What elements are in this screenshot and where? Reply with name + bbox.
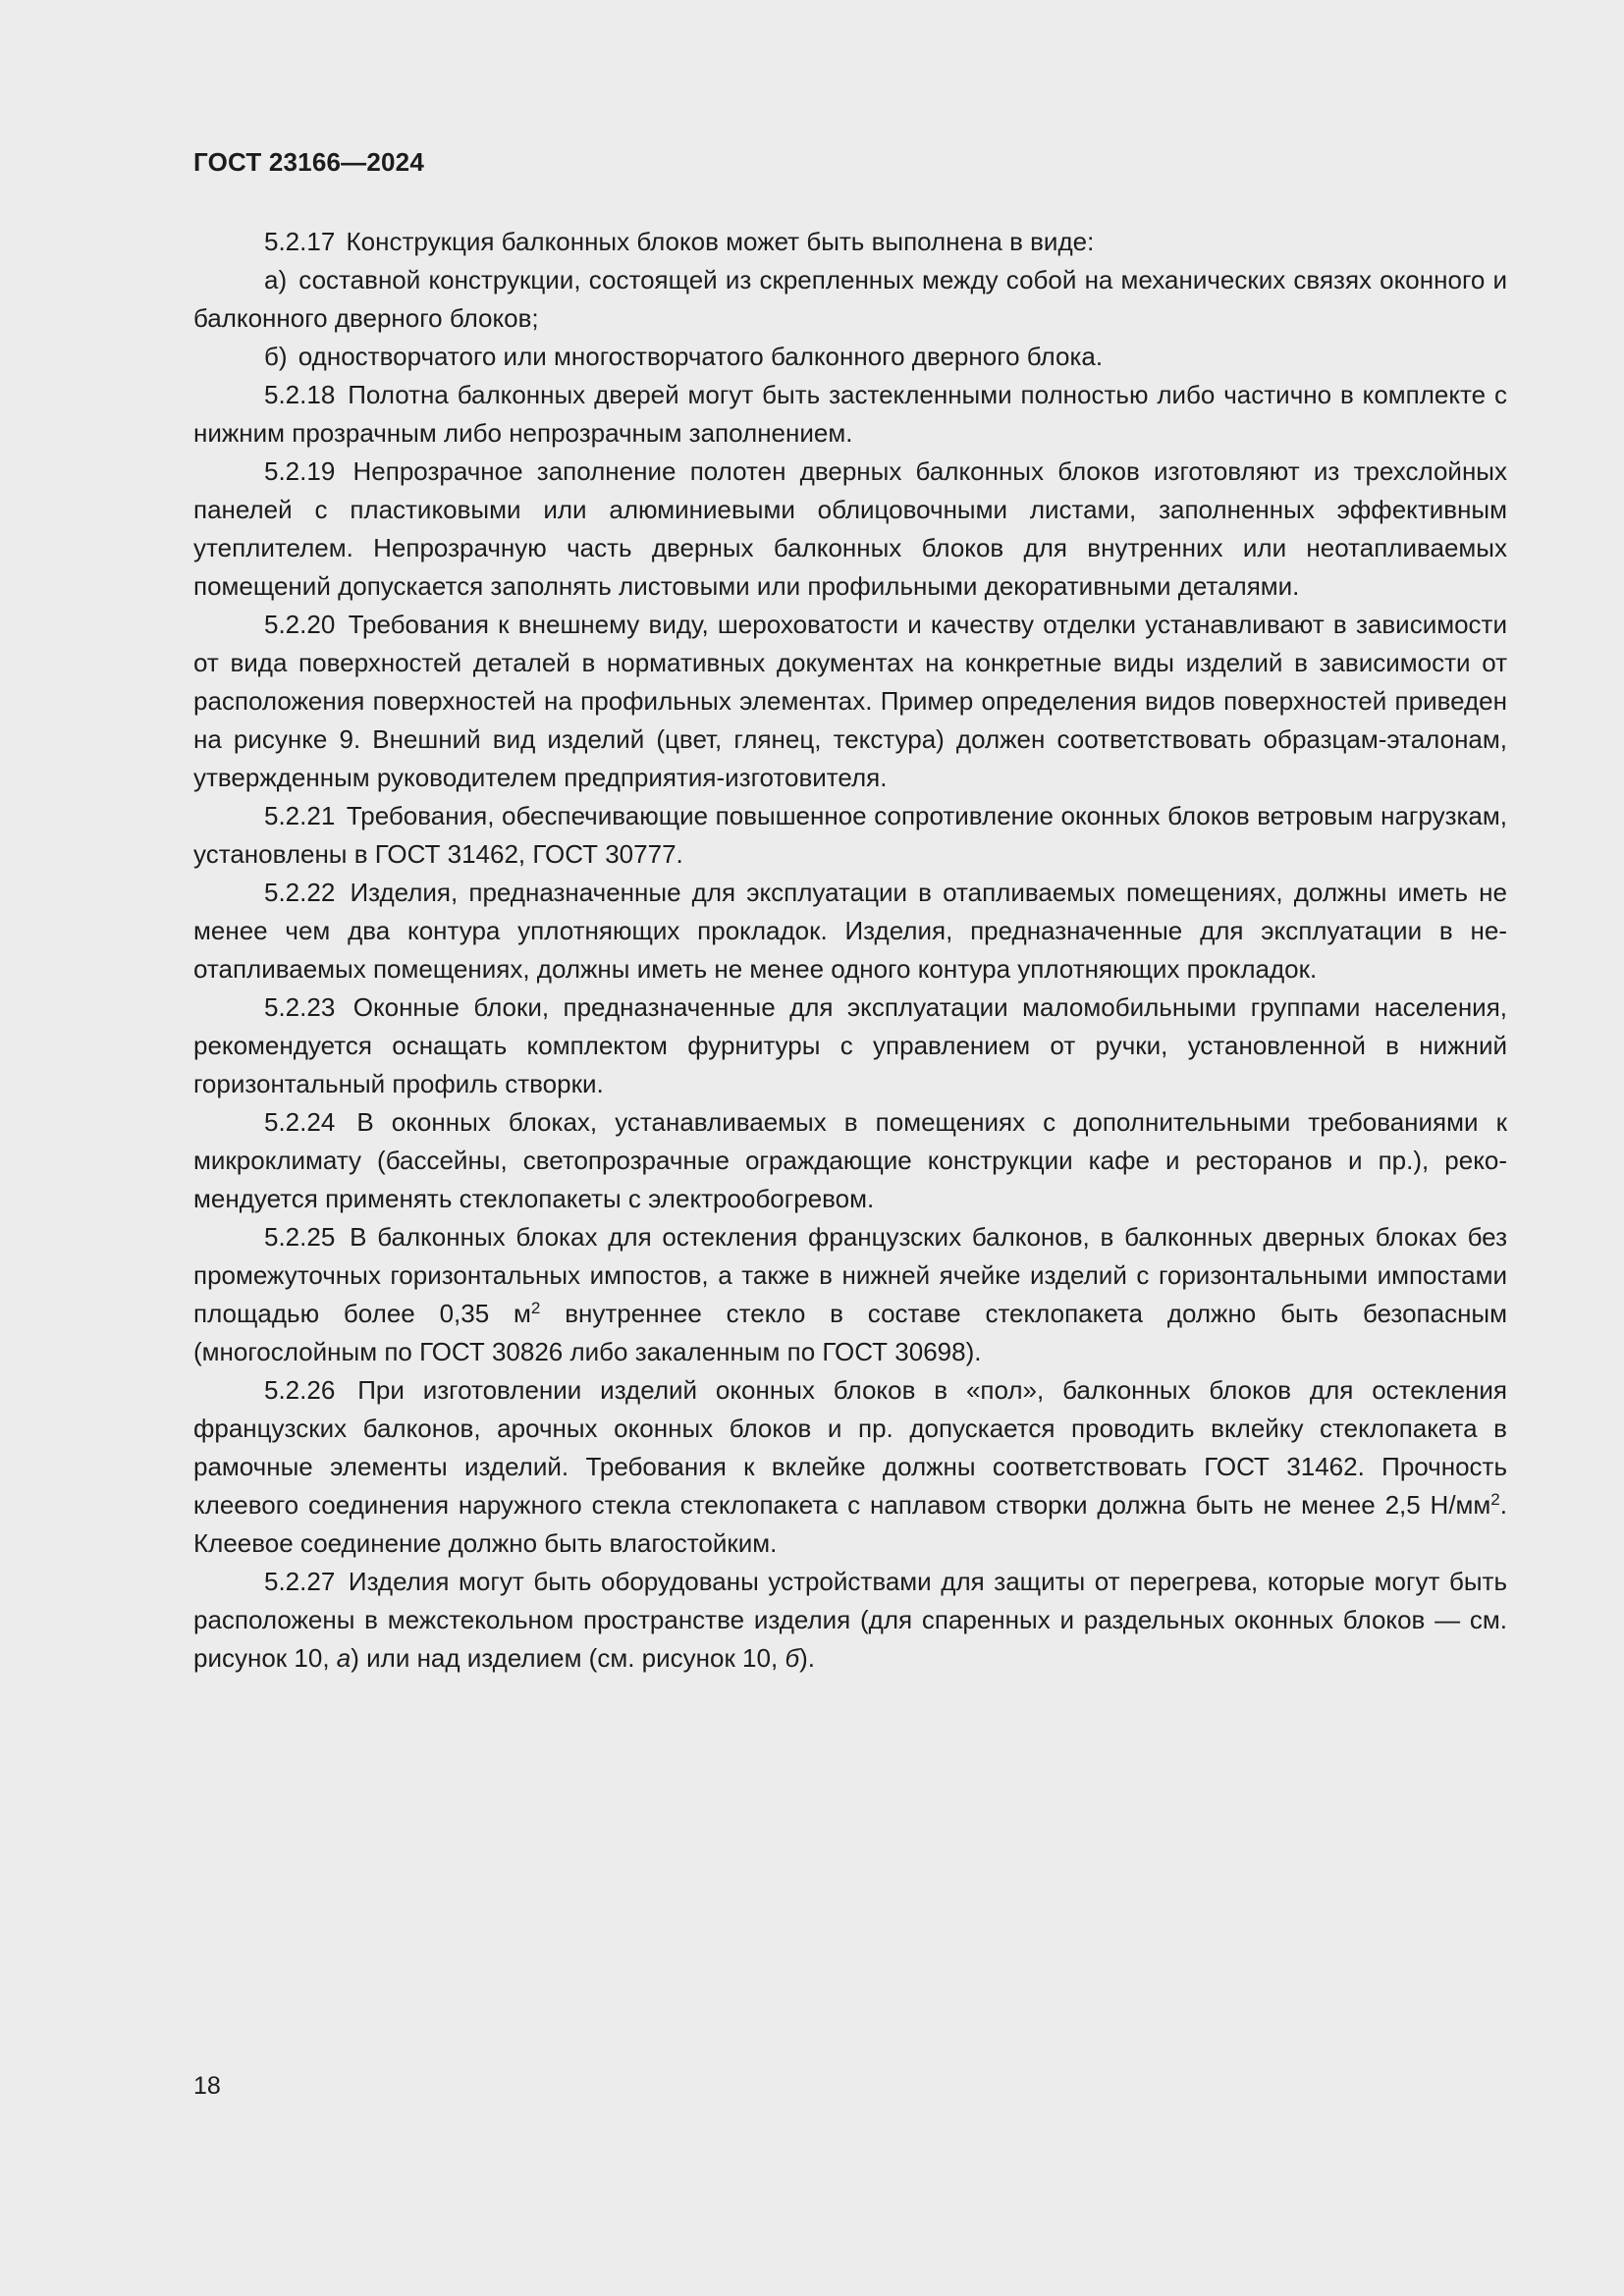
paragraph-5-2-27 xyxy=(193,1563,1507,1678)
paragraph-text: внутреннее стекло в составе стеклопакета должно быть безопасным (многослойным по ГОСТ 30826 либо закаленным по ГОСТ 30698). xyxy=(193,1299,1507,1366)
paragraph-5-2-22 xyxy=(193,874,1507,988)
paragraph-number: 5.2.27 xyxy=(264,1567,336,1596)
paragraph-text: ) или над изделием (см. рисунок 10, xyxy=(351,1643,785,1673)
paragraph-5-2-23 xyxy=(193,988,1507,1103)
superscript: 2 xyxy=(530,1299,541,1317)
paragraph-text: Требования, обеспечивающие повышенное сопротивление оконных блоков ветровым нагрузкам, установлены в ГОСТ 31462, ГОСТ 30777. xyxy=(193,801,1507,869)
paragraph-text: В оконных блоках, устанавливаемых в помещениях с дополнительными требованиями к микроклимату (бассейны, светопрозрачные ограждающие конструкции кафе и ресторанов и пр.), рекомендуется применять стеклопакеты с электрообогревом. xyxy=(193,1107,1507,1213)
list-item-b xyxy=(193,338,1507,376)
document-header: ГОСТ 23166—2024 xyxy=(193,147,424,177)
paragraph-5-2-20 xyxy=(193,606,1507,797)
paragraph-number: 5.2.20 xyxy=(264,610,336,639)
paragraph-text: Изделия, предназначенные для эксплуатации в отапливаемых помещениях, должны иметь не менее чем два контура уплотняющих прокладок. Изделия, предназначенные для эксплуатации в неотапливаемых помещениях, должны иметь не менее одного контура уплотняющих прокладок. xyxy=(193,878,1507,984)
list-marker: б) xyxy=(264,342,288,371)
paragraph-number: 5.2.18 xyxy=(264,380,336,409)
paragraph-number: 5.2.21 xyxy=(264,801,336,830)
paragraph-5-2-24 xyxy=(193,1103,1507,1218)
paragraph-5-2-19 xyxy=(193,453,1507,606)
list-item-a xyxy=(193,261,1507,338)
paragraph-text: Полотна балконных дверей могут быть застекленными полностью либо частично в комплекте с нижним прозрачным либо непрозрачным заполнением. xyxy=(193,380,1507,448)
paragraph-text: В балконных блоках для остекления французских балконов, в балконных дверных блоках без промежуточных горизонтальных импостов, а также в нижней ячейке изделий с горизонтальными импостами площадью более 0,35 м xyxy=(193,1222,1507,1328)
paragraph-5-2-25 xyxy=(193,1218,1507,1371)
paragraph-text: При изготовлении изделий оконных блоков в «пол», балконных блоков для остекления французских балконов, арочных оконных блоков и пр. допускается проводить вклейку стеклопакета в рамочные элементы изделий. Требования к вклейке должны соответствовать ГОСТ 31462. Прочность клеевого соединения наружного стекла стеклопакета с наплавом створки должна быть не менее 2,5 Н/мм xyxy=(193,1375,1507,1520)
paragraph-text: . Клеевое соединение должно быть влагостойким. xyxy=(193,1490,1507,1558)
paragraph-5-2-21 xyxy=(193,797,1507,874)
paragraph-text: Оконные блоки, предназначенные для эксплуатации маломобильными группами населения, рекомендуется оснащать комплектом фурнитуры с управлением от ручки, установленной в нижний горизонтальный профиль створки. xyxy=(193,992,1507,1098)
paragraph-5-2-26 xyxy=(193,1371,1507,1563)
paragraph-5-2-17 xyxy=(193,223,1507,261)
paragraph-number: 5.2.23 xyxy=(264,992,336,1022)
list-marker: а) xyxy=(264,265,288,294)
paragraph-number: 5.2.19 xyxy=(264,456,336,486)
paragraph-text: Конструкция балконных блоков может быть выполнена в виде: xyxy=(346,227,1095,256)
paragraph-text: Требования к внешнему виду, шероховатости и качеству отделки устанавливают в зависимости от вида поверхностей деталей в нормативных документах на конкретные виды изделий в зависимости от расположения поверхностей на профильных элементах. Пример определения видов поверхностей приведен на рисунке 9. Внешний вид изделий (цвет, глянец, текстура) должен соответствовать образцам-эталонам, утвержденным руководителем предприятия-изготовителя. xyxy=(193,610,1507,792)
paragraph-number: 5.2.24 xyxy=(264,1107,336,1137)
paragraph-5-2-18 xyxy=(193,376,1507,453)
page-number: 18 xyxy=(193,2072,221,2100)
paragraph-number: 5.2.17 xyxy=(264,227,336,256)
paragraph-text: Непрозрачное заполнение полотен дверных балконных блоков изготовляют из трехслойных панелей с пластиковыми или алюминиевыми облицовочными листами, заполненных эффективным утеплителем. Непрозрачную часть дверных балконных блоков для внутренних или неотапливаемых помещений допускается заполнять листовыми или профильными декоративными деталями. xyxy=(193,456,1507,601)
paragraph-number: 5.2.25 xyxy=(264,1222,336,1252)
paragraph-number: 5.2.22 xyxy=(264,878,336,907)
superscript: 2 xyxy=(1490,1490,1500,1509)
italic-letter: а xyxy=(336,1643,352,1673)
list-item-text: составной конструкции, состоящей из скрепленных между собой на механических связях оконного и балконного дверного блоков; xyxy=(193,265,1507,333)
paragraph-number: 5.2.26 xyxy=(264,1375,336,1405)
list-item-text: одностворчатого или многостворчатого балконного дверного блока. xyxy=(298,342,1104,371)
document-body xyxy=(193,223,1507,1678)
paragraph-text: ). xyxy=(799,1643,815,1673)
italic-letter: б xyxy=(785,1643,800,1673)
paragraph-text: Изделия могут быть оборудованы устройствами для защиты от перегрева, которые могут быть расположены в межстекольном пространстве изделия (для спаренных и раздельных оконных блоков — см. рисунок 10, xyxy=(193,1567,1507,1673)
